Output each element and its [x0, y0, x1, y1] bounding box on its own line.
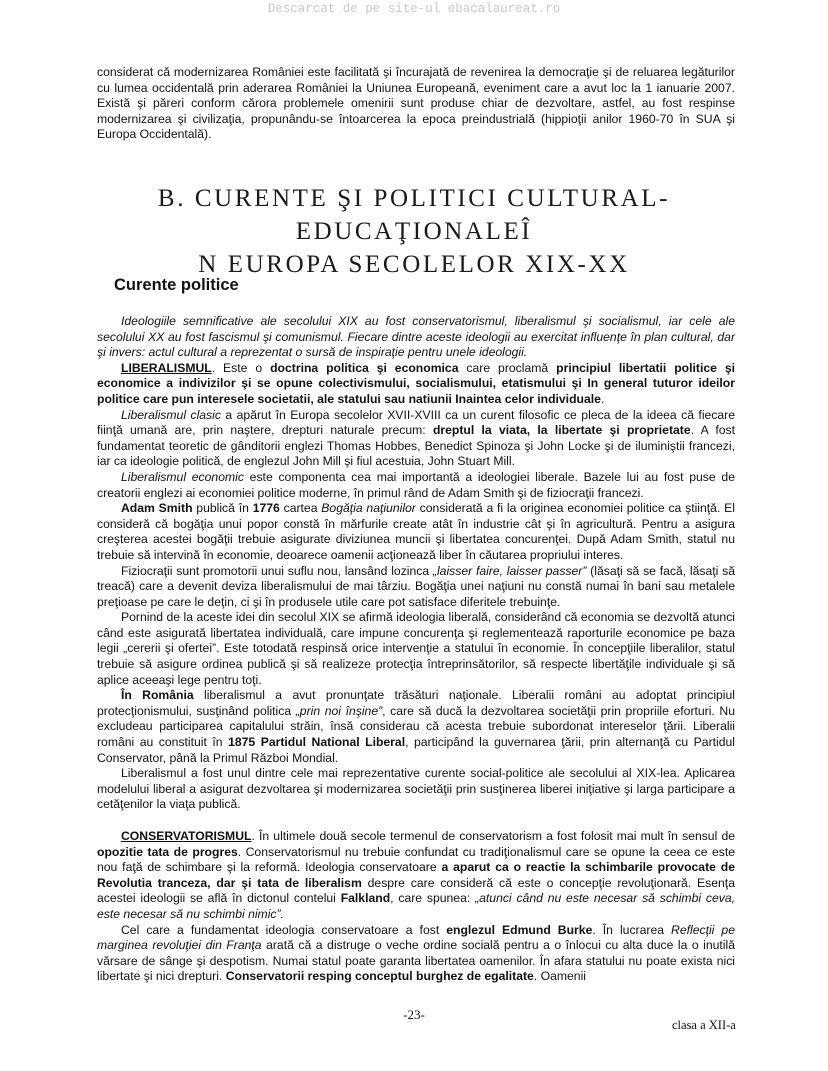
intro-block: [97, 65, 735, 143]
paragraph-burke: [97, 923, 735, 985]
text-span: .: [600, 391, 605, 406]
bold-span: doctrina politica şi economica: [270, 360, 459, 375]
bold-span: a aparut ca o reactie la schimbarile provocate de Revolutia tranceza, dar şi tata de liberalism: [97, 860, 736, 890]
ideologies-text: Ideologiile semnificative ale secolului XIX au fost conservatorismul, liberalismul şi socialismul, iar cele ale secolului XX au fost fascismul şi comunismul. Fiecare dintre aceste ideologii au exercitat influenţe în plan cultural, dar şi invers: actul cultural a reprezentat o sursă de inspiraţie pentru unele ideologii.: [97, 314, 735, 360]
paragraph-physiocrats: [97, 564, 735, 611]
text-span: . A fost fundamentat teoretic de gânditorii englezi Thomas Hobbes, Benedict Spinoza şi John Locke şi de iluminiştii francezi, iar ca ideologie politică, de englezul John Mill şi fiul acestuia, John Stuart Mill.: [97, 423, 735, 469]
text-span: cartea: [279, 501, 322, 516]
paragraph-conservatism: [97, 829, 735, 923]
section-title-line2: N EUROPA SECOLELOR XIX-XX: [198, 251, 630, 278]
text-span: . Este o: [211, 360, 271, 375]
class-label: clasa a XII-a: [672, 1018, 736, 1032]
bold-span: principiul libertatii politice şi economice a indivizilor şi se opune colectivismului, socialismului, etatismului şi In general tuturor ideilor politice care pun interesele societatii, ale statului sau natiunii Inaintea celor individuale: [97, 360, 736, 406]
bold-span: 1875 Partidul National Liberal: [228, 735, 406, 750]
text-span: Cel care a fundamentat ideologia conservatoare a fost: [121, 922, 447, 937]
body-text: [97, 314, 735, 985]
italic-span: Reflecţii pe marginea revoluţiei din Franţa: [97, 922, 735, 953]
bold-span: În România: [121, 688, 194, 703]
paragraph-ideologies: [97, 314, 735, 361]
subsection-title: Curente politice: [114, 276, 239, 294]
italic-span: Liberalismul economic: [121, 469, 244, 484]
text-span: . În ultimele două secole termenul de conservatorism a fost folosit mai mult în sensul de: [251, 829, 735, 843]
italic-span: Bogăţia naţiunilor: [321, 501, 416, 516]
text-span: (lăsaţi să se facă, lăsaţi să treacă) care a devenit deviza liberalismului de mai târziu. Bogăţia unei naţiuni nu constă numai în bani sau metalele preţioase pe care le deţin, ci şi în produsele utile care pot satisface diferitele trebuinţe.: [97, 563, 735, 609]
liberalism-term: LIBERALISMUL: [121, 360, 212, 375]
bold-span: Conservatorii resping conceptul burghez de egalitate: [225, 969, 534, 984]
paragraph-liberalism: [97, 361, 735, 408]
text-span: arată că a distruge o veche ordine socială pentru a o înlocui cu alta duce la o inutilă vărsare de sânge şi despotism. Numai statul poate garanta libertatea oamenilor. În afara statului nu poate exista nici libertate şi nici drepturi.: [97, 938, 735, 984]
bold-span: englezul Edmund Burke: [446, 922, 593, 937]
text-span: despre care consideră că este o concepţie revoluţionară. Esenţa acestei ideologii se află în dictonul contelui: [97, 875, 735, 906]
paragraph-liberal-ideology: Pornind de la aceste idei din secolul XIX se afirmă ideologia liberală, considerând că economia se dezvoltă atunci când este asigurată libertatea individuală, care impune concurenţa şi reglementează raporturile economice pe baza legii „cererii şi ofertei”. Este totodată respinsă orice intervenţie a statului în economie. În concepţiile liberalilor, statul trebuie să asigure ordinea publică şi să realizeze protecţia întreprinsătorilor, să respecte libertăţile individuale şi să aplice aceeaşi lege pentru toţi.: [97, 610, 735, 687]
paragraph-liberalism-summary: Liberalismul a fost unul dintre cele mai reprezentative curente social-politice ale secolului al XIX-lea. Aplicarea modelului liberal a asigurat dezvoltarea şi modernizarea societăţii prin susţinerea liberei iniţiative şi larga participare a cetăţenilor la viaţa publică.: [97, 766, 735, 812]
text-span: . Conservatorismul nu trebuie confundat cu tradiţionalismul care se opune la ceea ce este nou faţă de schimbare şi la reformă. Ideologia conservatoare: [97, 844, 735, 875]
paragraph-romania: [97, 688, 735, 766]
paragraph-adam-smith: [97, 501, 735, 563]
text-span: , care spunea:: [390, 891, 476, 906]
text-span: liberalismul a avut pronunţate trăsături naţionale. Liberalii români au adoptat principiul protecţionismului, susţinând politica: [97, 688, 735, 718]
bold-span: dreptul la viata, la libertate şi proprietate: [432, 423, 691, 438]
bold-span: 1776: [252, 501, 280, 516]
watermark: Descarcat de pe site-ul ebacalaureat.ro: [267, 2, 561, 16]
bold-span: Adam Smith: [121, 501, 193, 516]
page-number: -23-: [403, 1007, 425, 1022]
text-span: publică în: [192, 501, 253, 516]
text-span: Fiziocraţii sunt promotorii unui suflu nou, lansând lozinca: [121, 563, 433, 578]
section-title-line1: B. CURENTE ŞI POLITICI CULTURAL-EDUCAŢIONALEÎ: [157, 185, 671, 245]
conservatism-term: CONSERVATORISMUL: [121, 829, 252, 843]
paragraph-classic-liberalism: [97, 408, 735, 470]
intro-paragraph: considerat că modernizarea României este facilitată şi încurajată de revenirea la democraţie şi de reluarea legăturilor cu lumea occidentală prin aderarea României la Uniunea Europeană, eveniment care a avut loc la 1 ianuarie 2007. Există şi păreri conform cărora problemele omenirii sunt produse chiar de dezvoltare, astfel, au fost respinse modernizarea şi civilizaţia, propunându-se întoarcerea la epoca preindustrială (hippioţii anilor 1960-70 în SUA şi Europa Occidentală).: [97, 65, 735, 142]
text-span: care proclamă: [458, 360, 557, 375]
text-span: , participând la guvernarea ţării, prin alternanţă cu Partidul Conservator, până la Primul Război Mondial.: [97, 735, 735, 765]
bold-span: Falkland: [340, 891, 391, 906]
section-title: [60, 182, 768, 281]
italic-span: „prin noi înşine”: [295, 703, 383, 718]
bold-span: opozitie tata de progres: [97, 844, 238, 859]
text-span: a apărut în Europa secolelor XVII-XVIII ca un curent filosofic ce pleca de la ideea că fiecare fiinţă umană are, prin naştere, drepturi naturale precum:: [97, 407, 736, 438]
text-span: considerată a fi la originea economiei politice ca ştiinţă. El consideră că bogăţia unui popor constă în mărfurile create atât în industrie cât şi în agricultură. Pentru a asigura creşterea acestei bogăţii trebuie asigurate diviziunea muncii şi libertatea concurenţei. După Adam Smith, statul nu trebuie să intervină în economie, deoarece oamenii acţionează liber în căutarea propriului interes.: [97, 501, 735, 562]
paragraph-economic-liberalism: [97, 470, 735, 501]
text-span: este componenta cea mai importantă a ideologiei liberale. Bazele lui au fost puse de creatorii englezi ai economiei politice moderne, în primul rând de Adam Smith şi de fiziocraţii francezi.: [97, 469, 735, 500]
text-span: , care să ducă la dezvoltarea societăţii prin propriile eforturi. Nu excludeau participarea capitalului străin, însă considerau că acesta trebuie subordonat intereselor ţării. Liberalii români au constituit în: [97, 703, 735, 750]
italic-span: „laisser faire, laisser passer”: [432, 563, 587, 578]
italic-span: Liberalismul clasic: [121, 407, 221, 422]
text-span: . În lucrarea: [592, 922, 672, 937]
text-span: . Oamenii: [533, 969, 586, 984]
italic-span: „atunci când nu este necesar să schimbi ceva, este necesar să nu schimbi nimic”.: [97, 891, 735, 921]
